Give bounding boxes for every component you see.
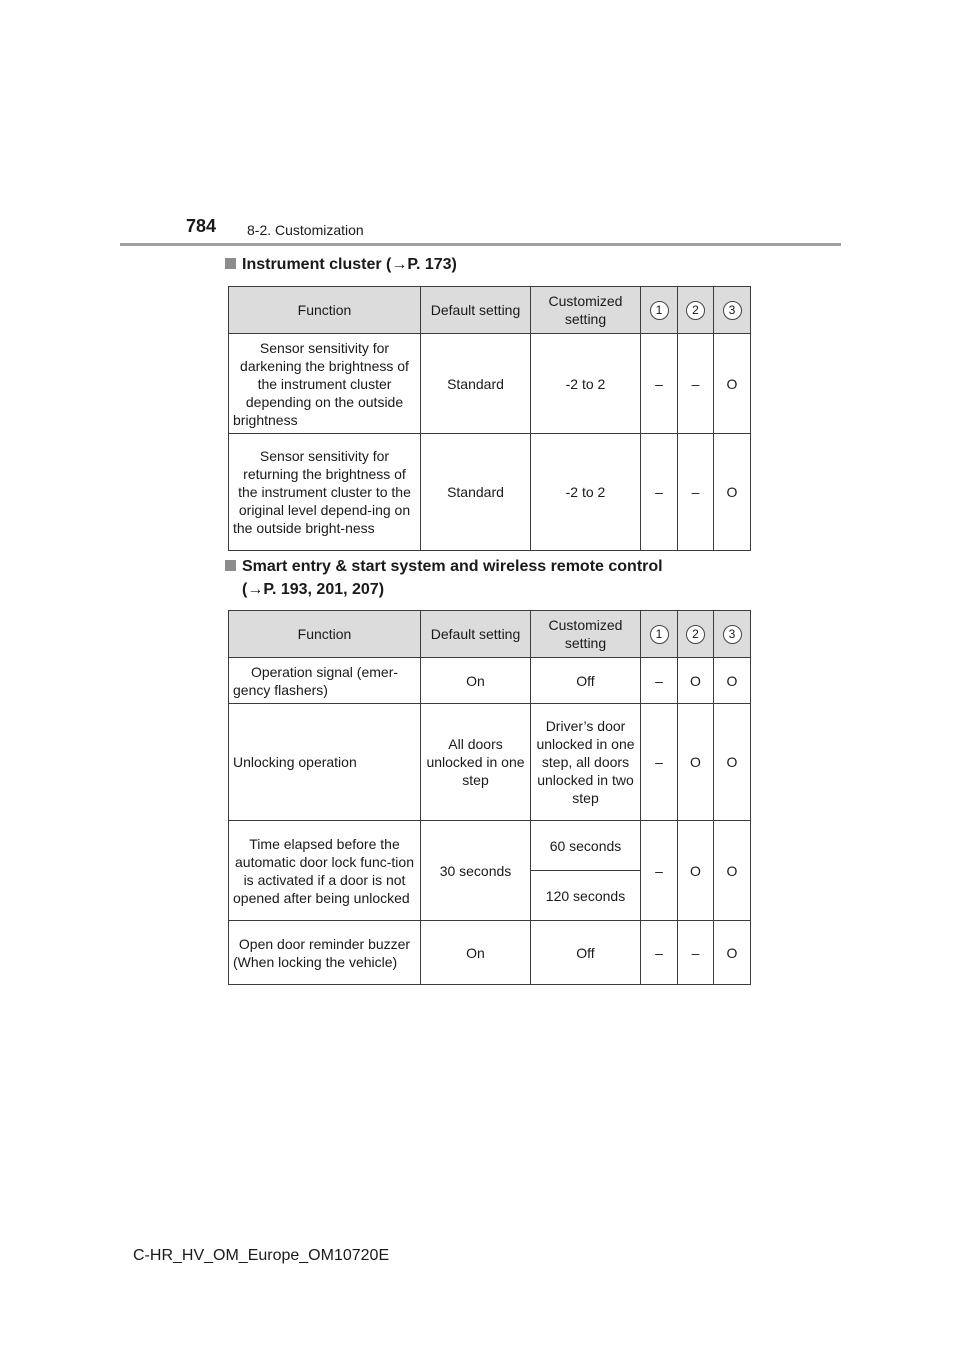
function-cell: Time elapsed before the automatic door lock func-tion is activated if a door is not opened after being unlocked xyxy=(229,821,421,921)
customized-cell: 60 seconds xyxy=(531,821,641,871)
circle-number-3-icon: 3 xyxy=(723,301,742,320)
instrument-cluster-table xyxy=(228,286,751,551)
table-row xyxy=(229,334,751,434)
square-bullet-icon xyxy=(225,258,236,269)
mark-cell: – xyxy=(678,921,714,985)
table-row xyxy=(229,434,751,551)
function-cell: Open door reminder buzzer (When locking the vehicle) xyxy=(229,921,421,985)
mark-cell: – xyxy=(641,658,678,704)
function-cell: Operation signal (emer-gency flashers) xyxy=(229,658,421,704)
table-row xyxy=(229,821,751,871)
mark-cell: – xyxy=(641,434,678,551)
circle-number-2-icon: 2 xyxy=(686,625,705,644)
customized-cell: 120 seconds xyxy=(531,871,641,921)
table-row xyxy=(229,658,751,704)
page-number: 784 xyxy=(186,216,217,236)
mark-cell: O xyxy=(714,434,751,551)
smart-entry-heading: Smart entry & start system and wireless remote control (→P. 193, 201, 207) xyxy=(225,555,663,601)
customized-cell: -2 to 2 xyxy=(531,434,641,551)
table-row xyxy=(229,921,751,985)
mark-cell: O xyxy=(678,658,714,704)
mark-cell: O xyxy=(678,704,714,821)
mark-cell: – xyxy=(641,921,678,985)
arrow-icon: → xyxy=(247,581,264,598)
mark-cell: O xyxy=(714,704,751,821)
customized-cell: -2 to 2 xyxy=(531,334,641,434)
circle-number-2-icon: 2 xyxy=(686,301,705,320)
mark-cell: O xyxy=(714,921,751,985)
mark-cell: – xyxy=(678,334,714,434)
mark-cell: O xyxy=(714,658,751,704)
document-id: C-HR_HV_OM_Europe_OM10720E xyxy=(133,1247,390,1264)
mark-cell: O xyxy=(678,821,714,921)
circle-number-1-icon: 1 xyxy=(650,625,669,644)
mark-cell: O xyxy=(714,821,751,921)
default-cell: All doors unlocked in one step xyxy=(421,704,531,821)
mark-cell: – xyxy=(641,821,678,921)
circle-number-3-icon: 3 xyxy=(723,625,742,644)
square-bullet-icon xyxy=(225,560,236,571)
arrow-icon: → xyxy=(391,256,408,273)
customized-cell: Off xyxy=(531,658,641,704)
customized-cell: Driver’s door unlocked in one step, all doors unlocked in two step xyxy=(531,704,641,821)
column-header: Default setting xyxy=(421,287,531,334)
column-header: Function xyxy=(229,287,421,334)
customized-cell: Off xyxy=(531,921,641,985)
default-cell: Standard xyxy=(421,434,531,551)
default-cell: Standard xyxy=(421,334,531,434)
column-header: Function xyxy=(229,611,421,658)
table-header-row xyxy=(229,611,751,658)
mark-cell: – xyxy=(678,434,714,551)
table-header-row xyxy=(229,287,751,334)
instrument-cluster-heading: Instrument cluster (→P. 173) xyxy=(225,253,457,276)
mark-cell: – xyxy=(641,704,678,821)
section-title: 8-2. Customization xyxy=(247,222,364,238)
mark-cell: – xyxy=(641,334,678,434)
column-header: Default setting xyxy=(421,611,531,658)
default-cell: On xyxy=(421,921,531,985)
smart-entry-table xyxy=(228,610,751,985)
column-header: Customized setting xyxy=(531,287,641,334)
mark-cell: O xyxy=(714,334,751,434)
table-row xyxy=(229,704,751,821)
circle-number-1-icon: 1 xyxy=(650,301,669,320)
function-cell: Unlocking operation xyxy=(229,704,421,821)
default-cell: 30 seconds xyxy=(421,821,531,921)
default-cell: On xyxy=(421,658,531,704)
function-cell: Sensor sensitivity for returning the brightness of the instrument cluster to the original level depend-ing on the outside bright-ness xyxy=(229,434,421,551)
function-cell: Sensor sensitivity for darkening the brightness of the instrument cluster depending on the outside brightness xyxy=(229,334,421,434)
header-rule xyxy=(120,243,841,246)
column-header: Customized setting xyxy=(531,611,641,658)
